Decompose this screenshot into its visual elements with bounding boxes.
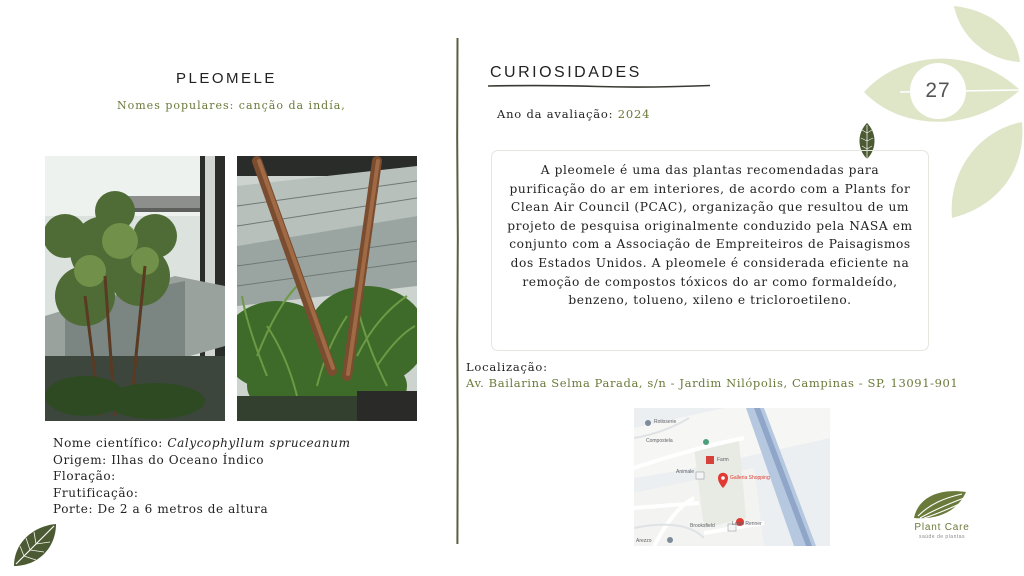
map-label-compostela: Compostela [646,438,673,444]
location-label: Localização: [466,360,548,374]
column-divider [456,38,459,544]
plant-name: PLEOMELE [176,70,277,87]
curiosities-text: A pleomele é uma das plantas recomendadas para purificação do ar em interiores, de acordo com a Plants for Clean Air Council (PCAC), organização que resultou de um projeto de pesquisa originalmente conduzido pela NASA em conjunto com a Associação de Empreiteiros de Paisagismos dos Estados Unidos. A pleomele é considerada eficiente na remoção de compostos tóxicos do ar como formaldeído, benzeno, tolueno, xileno e tricloroetileno. [507,163,913,308]
title-underline [488,84,710,88]
location-address: Av. Bailarina Selma Parada, s/n - Jardim Nilópolis, Campinas - SP, 13091-901 [466,376,959,390]
map-label-arezzo: Arezzo [636,538,652,544]
year-value: 2024 [617,107,651,121]
map-label-lojas: Lojas Renner [732,521,762,527]
fruiting-row: Frutificação: [53,485,139,500]
map-label-farm: Farm [717,457,729,463]
plant-details [53,435,351,518]
scientific-name-row [53,435,351,452]
scientific-label: Nome científico: [53,436,163,450]
leaf-icon [10,522,60,570]
map-label-animale: Animale [676,469,695,475]
scientific-value: Calycophyllum spruceanum [167,436,351,450]
curiosities-title: CURIOSIDADES [490,64,642,81]
map-label-rotisserie: Rotisserie [654,419,677,425]
plant-photo-right [237,156,417,421]
size-row: Porte: De 2 a 6 metros de altura [53,502,269,516]
flowering-row: Floração: [53,469,116,483]
origin-row: Origem: Ilhas do Oceano Índico [53,452,265,467]
page-number: 27 [910,63,966,119]
location-map[interactable] [634,408,830,546]
brand-name: Plant Care [914,522,970,533]
popular-names: Nomes populares: canção da indía, [117,99,346,112]
map-label-brooksfield: Brooksfield [690,523,715,529]
plant-photo-left [45,156,225,421]
brand-tagline: saúde de plantas [918,534,966,540]
year-label: Ano da avaliação: [497,107,614,121]
map-label-shopping: Galleria Shopping [730,475,770,481]
evaluation-year [497,107,650,121]
